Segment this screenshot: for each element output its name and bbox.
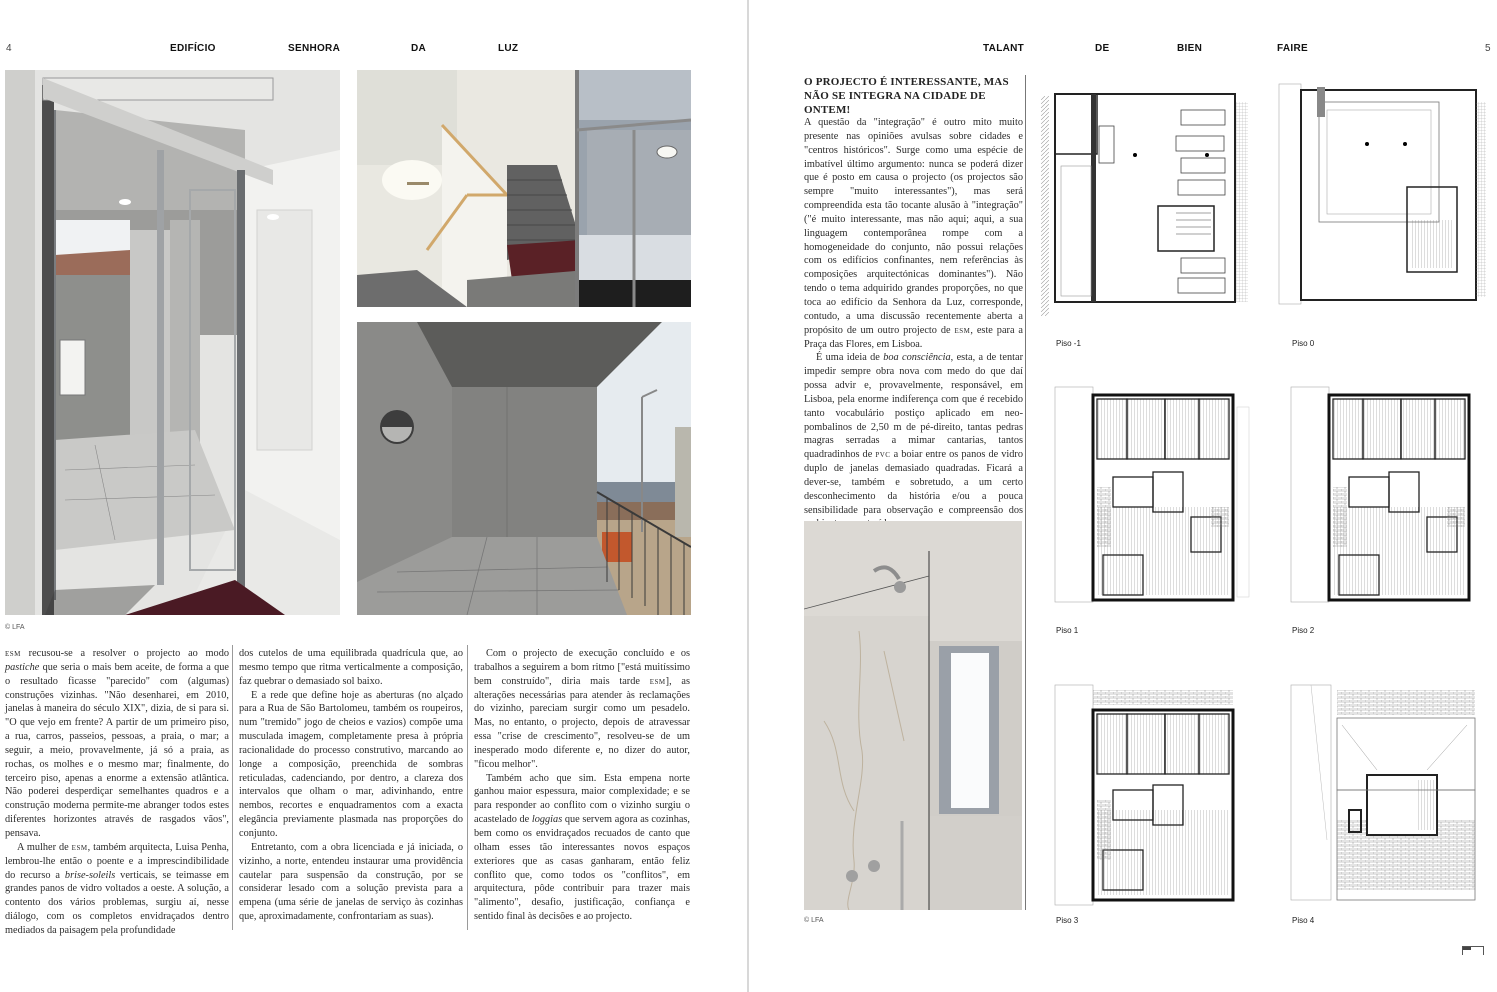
text-column-1 bbox=[5, 647, 229, 938]
plan-label: Piso 1 bbox=[1056, 626, 1079, 635]
paragraph: esm recusou-se a resolver o projecto ao modo pastiche que seria o mais bem aceite, de forma a que o resultado ficasse "parecido" com (algumas) construções vizinhas. "Não desenharei, em 2010, janelas à maneira do século XIX", dizia, de si para si. "O que vejo em frente? A partir de um primeiro piso, a rua, carros, passeios, pessoas, a praia, o mar; a seguir, a meio, provavelmente, já só a praia, as rochas, os molhes e o mesmo mar; finalmente, do terceiro piso, apenas a enorme a extensão atlântica. Não poderei desperdiçar semelhantes quadros e a construção moderna permite-me abranger todos estes diferentes horizontes através de rasgados vãos", pensava. bbox=[5, 648, 229, 839]
column-rule bbox=[467, 645, 468, 930]
paragraph: Também acho que sim. Esta empena norte ganhou maior espessura, maior complexidade; e se para responder ao conflito com o vizinho surgiu o acastelado de loggias que servem agora as cozinhas, bem como os envidraçados recuados de canto que olham esses tão interessantes novos espaços exteriores que as casas ganharam, então feliz conflito que, como todos os "conflitos", em arquitectura, pôde contribuir para trazer mais "alimento", desafio, justificação, confiança e sentido final às decisões e ao projecto. bbox=[474, 772, 691, 923]
corner-logo-icon bbox=[1462, 946, 1484, 955]
photo-credit: © LFA bbox=[5, 624, 25, 631]
section-subhead: O PROJECTO É INTERESSANTE, MAS NÃO SE INTEGRA NA CIDADE DE ONTEM! bbox=[804, 76, 1009, 116]
photo-shower bbox=[804, 521, 1022, 910]
running-head-word: DA bbox=[411, 43, 427, 54]
page-number: 4 bbox=[6, 43, 12, 54]
paragraph: dos cutelos de uma equilibrada quadrícula que, ao mesmo tempo que ritma verticalmente a composição, faz quebrar o demasiado sol baixo. bbox=[239, 648, 463, 687]
paragraph: Com o projecto de execução concluído e os trabalhos a seguirem a bom ritmo ["está muitíssimo bem construído", diria mais tarde esm], as alterações necessárias para atender às reclamações do vizinho, pareciam surgir como um pesadelo. Mas, no entanto, o projecto, depois de atravessar essa "crise de crescimento", resolveu-se de um inesperado modo diferente e, no dizer do autor, "ficou melhor". bbox=[474, 648, 690, 770]
floor-plan-piso-0 bbox=[1277, 82, 1492, 314]
plan-label: Piso 2 bbox=[1292, 626, 1315, 635]
plan-label: Piso 0 bbox=[1292, 339, 1315, 348]
text-column-2 bbox=[239, 647, 463, 924]
running-head-word: BIEN bbox=[1177, 43, 1203, 54]
running-head-word: LUZ bbox=[498, 43, 519, 54]
text-column-right bbox=[804, 116, 1023, 531]
column-rule bbox=[232, 645, 233, 930]
running-head-word: DE bbox=[1095, 43, 1110, 54]
running-head-word: EDIFÍCIO bbox=[170, 43, 216, 54]
paragraph: E a rede que define hoje as aberturas (no alçado para a Rua de São Bartolomeu, também os roupeiros, num "tremido" jogo de cheios e vazios) compõe uma musculada imagem, completamente presa à própria racionalidade do processo construtivo, marcando ao longe a composição, preenchida de sombras reticuladas, cadenciando, por dentro, a clareza dos intervalos que olham o mar, adivinhando, entre nembos, recortes e enquadramentos com a exacta elegância previamente plasmada nas proporções do conjunto. bbox=[239, 689, 463, 839]
photo-loggia bbox=[357, 322, 691, 615]
plan-label: Piso -1 bbox=[1056, 339, 1081, 348]
running-head-word: SENHORA bbox=[288, 43, 341, 54]
floor-plan-piso-minus-1 bbox=[1041, 88, 1269, 320]
running-head-word: FAIRE bbox=[1277, 43, 1308, 54]
left-page bbox=[0, 0, 747, 992]
paragraph: A mulher de esm, também arquitecta, Luisa Penha, lembrou-lhe então o poente e a imprescindibilidade do recurso a brise-soleils verticais, se teimasse em grandes panos de vidro voltados a oeste. A solução, a contento dos vários problemas, surgiu aí, nesse diálogo, com os completos envidraçados dentro mediados da paisagem pela profundidade bbox=[5, 841, 229, 936]
plan-label: Piso 4 bbox=[1292, 916, 1315, 925]
floor-plan-piso-1 bbox=[1041, 377, 1269, 612]
floor-plan-piso-3 bbox=[1041, 680, 1269, 910]
floor-plan-piso-4 bbox=[1277, 680, 1492, 910]
paragraph: A questão da "integração" é outro mito muito presente nas opiniões avulsas sobre cidades e "centros históricos". Surge como uma espécie de imbatível último argumento: nunca se poderá dizer que é posto em causa o projecto (os projectos são sempre "muito interessantes"), mas será compreendida esta tão tocante alusão à "integração" ("é muito interessante, mas não aqui; aqui, a sua linguagem contemporânea rompe com a homogeneidade do conjunto, não possui relações com os edifícios confinantes, nem referências às composições arquitectónicas dominantes"). Não tendo o tema adquirido grandes proporções, no que toca ao edifício da Senhora da Luz, corresponde, contudo, a uma discussão recentemente aberta a propósito de um outro projecto de esm, este para a Praça das Flores, em Lisboa. bbox=[804, 117, 1023, 350]
photo-stairwell bbox=[357, 70, 691, 307]
text-column-3 bbox=[474, 647, 690, 924]
page-number: 5 bbox=[1485, 43, 1491, 54]
paragraph: Entretanto, com a obra licenciada e já iniciada, o vizinho, a norte, entendeu instaurar uma providência cautelar para suspensão da construção, por se considerar lesado com a solução prevista para a empena (uma série de janelas de serviço às cozinhas que, aproximadamente, confrontariam as suas). bbox=[239, 841, 463, 923]
column-rule bbox=[1025, 75, 1026, 910]
plan-label: Piso 3 bbox=[1056, 916, 1079, 925]
running-head-word: TALANT bbox=[983, 43, 1025, 54]
photo-glass-door bbox=[5, 70, 340, 615]
paragraph: É uma ideia de boa consciência, esta, a de tentar impedir sempre obra nova com medo do que daí possa advir e, provavelmente, responsável, em Lisboa, pela enorme indiferença com que é recebido tanto vocabulário postiço aplicado em neo-pombalinos de 2,50 m de pé-direito, tantas pedras magras serradas a mimar cantarias, tantos quadradinhos de pvc a boiar entre os panos de vidro duplo de janelas demasiado quadradas. Ficará a dever-se, também e sobretudo, a um certo desconhecimento da história e/ou a pouca sensibilidade para observação e compreensão dos bbox=[804, 352, 1023, 516]
photo-credit: © LFA bbox=[804, 917, 824, 924]
right-page bbox=[749, 0, 1497, 992]
floor-plan-piso-2 bbox=[1277, 377, 1492, 612]
